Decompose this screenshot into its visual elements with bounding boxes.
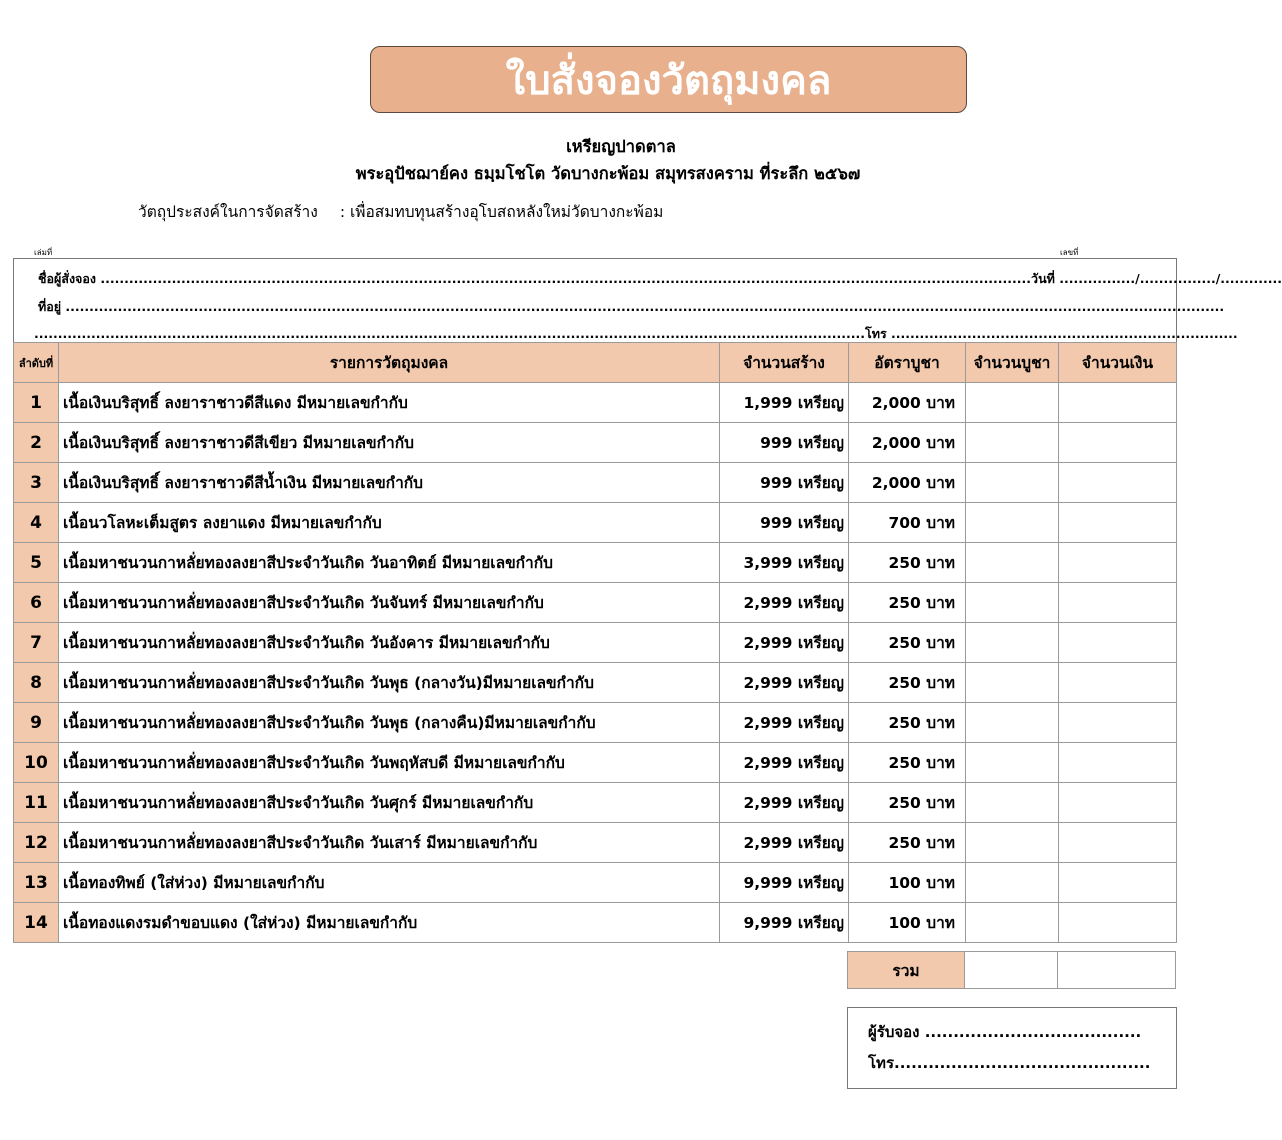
row-amount-cell[interactable] (1059, 503, 1177, 543)
purpose-text: : เพื่อสมทบทุนสร้างอุโบสถหลังใหม่วัดบางกะพ้อม (339, 203, 664, 221)
row-item-name: เนื้อทองทิพย์ (ใส่ห่วง) มีหมายเลขกำกับ (59, 863, 720, 903)
row-number: 3 (14, 463, 59, 503)
row-order-quantity-cell[interactable] (966, 463, 1059, 503)
row-order-quantity-cell[interactable] (966, 703, 1059, 743)
subtitle: เหรียญปาดตาล (566, 137, 676, 156)
row-item-name: เนื้อมหาชนวนกาหลั่ยทองลงยาสีประจำวันเกิด วันจันทร์ มีหมายเลขกำกับ (59, 583, 720, 623)
row-order-quantity-cell[interactable] (966, 823, 1059, 863)
customer-address-line[interactable]: ที่อยู่ .................................................................................................................................................................................................................................................... (38, 299, 1225, 314)
row-number: 1 (14, 383, 59, 423)
row-price: 250 บาท (849, 663, 966, 703)
form-number-label: เลขที่ (1060, 248, 1079, 257)
table-row (14, 543, 1177, 583)
header-order-quantity: จำนวนบูชา (966, 343, 1059, 383)
table-row (14, 863, 1177, 903)
purpose-label: วัตถุประสงค์ในการจัดสร้าง (138, 203, 318, 221)
row-number: 2 (14, 423, 59, 463)
row-amount-cell[interactable] (1059, 463, 1177, 503)
table-row (14, 383, 1177, 423)
row-price: 250 บาท (849, 783, 966, 823)
row-amount-cell[interactable] (1059, 383, 1177, 423)
header-number: ลำดับที่ (14, 343, 59, 383)
table-row (14, 623, 1177, 663)
receiver-box (847, 1007, 1177, 1089)
book-number-label: เล่มที่ (34, 248, 53, 257)
row-amount-cell[interactable] (1059, 623, 1177, 663)
row-order-quantity-cell[interactable] (966, 663, 1059, 703)
row-quantity: 2,999 เหรียญ (720, 623, 849, 663)
receiver-name-line[interactable]: ผู้รับจอง ...................................... (868, 1023, 1142, 1041)
row-item-name: เนื้อนวโลหะเต็มสูตร ลงยาแดง มีหมายเลขกำกับ (59, 503, 720, 543)
row-quantity: 2,999 เหรียญ (720, 583, 849, 623)
header-quantity: จำนวนสร้าง (720, 343, 849, 383)
subtitle-temple: พระอุปัชฌาย์คง ธมฺมโชโต วัดบางกะพ้อม สมุทรสงคราม ที่ระลึก ๒๕๖๗ (355, 164, 861, 183)
row-number: 7 (14, 623, 59, 663)
row-item-name: เนื้อเงินบริสุทธิ์ ลงยาราชาวดีสีแดง มีหมายเลขกำกับ (59, 383, 720, 423)
row-order-quantity-cell[interactable] (966, 383, 1059, 423)
row-number: 6 (14, 583, 59, 623)
row-amount-cell[interactable] (1059, 783, 1177, 823)
row-quantity: 2,999 เหรียญ (720, 703, 849, 743)
row-price: 100 บาท (849, 903, 966, 943)
row-price: 2,000 บาท (849, 463, 966, 503)
row-amount-cell[interactable] (1059, 903, 1177, 943)
header-item: รายการวัตถุมงคล (59, 343, 720, 383)
row-price: 250 บาท (849, 743, 966, 783)
row-item-name: เนื้อมหาชนวนกาหลั่ยทองลงยาสีประจำวันเกิด วันอาทิตย์ มีหมายเลขกำกับ (59, 543, 720, 583)
customer-info-box (13, 258, 1282, 343)
row-number: 10 (14, 743, 59, 783)
row-quantity: 2,999 เหรียญ (720, 663, 849, 703)
row-amount-cell[interactable] (1059, 703, 1177, 743)
purpose-row (138, 199, 663, 224)
row-number: 4 (14, 503, 59, 543)
total-amount-cell[interactable] (1058, 952, 1176, 989)
row-item-name: เนื้อมหาชนวนกาหลั่ยทองลงยาสีประจำวันเกิด วันศุกร์ มีหมายเลขกำกับ (59, 783, 720, 823)
receiver-phone-line[interactable]: โทร............................................. (868, 1054, 1151, 1072)
table-row (14, 743, 1177, 783)
row-number: 11 (14, 783, 59, 823)
table-row (14, 423, 1177, 463)
row-number: 14 (14, 903, 59, 943)
header-amount: จำนวนเงิน (1059, 343, 1177, 383)
row-order-quantity-cell[interactable] (966, 903, 1059, 943)
row-number: 13 (14, 863, 59, 903)
row-item-name: เนื้อเงินบริสุทธิ์ ลงยาราชาวดีสีเขียว มีหมายเลขกำกับ (59, 423, 720, 463)
row-price: 250 บาท (849, 823, 966, 863)
row-quantity: 1,999 เหรียญ (720, 383, 849, 423)
row-amount-cell[interactable] (1059, 743, 1177, 783)
row-quantity: 3,999 เหรียญ (720, 543, 849, 583)
row-item-name: เนื้อมหาชนวนกาหลั่ยทองลงยาสีประจำวันเกิด วันพุธ (กลางวัน)มีหมายเลขกำกับ (59, 663, 720, 703)
row-price: 250 บาท (849, 623, 966, 663)
table-row (14, 703, 1177, 743)
row-order-quantity-cell[interactable] (966, 543, 1059, 583)
row-price: 250 บาท (849, 583, 966, 623)
row-order-quantity-cell[interactable] (966, 863, 1059, 903)
row-item-name: เนื้อเงินบริสุทธิ์ ลงยาราชาวดีสีน้ำเงิน มีหมายเลขกำกับ (59, 463, 720, 503)
row-order-quantity-cell[interactable] (966, 623, 1059, 663)
row-price: 250 บาท (849, 543, 966, 583)
total-table (847, 951, 1176, 989)
table-header-row (14, 343, 1177, 383)
row-amount-cell[interactable] (1059, 583, 1177, 623)
row-amount-cell[interactable] (1059, 863, 1177, 903)
row-quantity: 999 เหรียญ (720, 423, 849, 463)
table-row (14, 783, 1177, 823)
row-number: 8 (14, 663, 59, 703)
total-row (848, 952, 1176, 989)
row-item-name: เนื้อทองแดงรมดำขอบแดง (ใส่ห่วง) มีหมายเลขกำกับ (59, 903, 720, 943)
customer-name-date-line[interactable]: ชื่อผู้สั่งจอง ....................................................................................................................................................................................................วันที่ ................/................/............. (38, 271, 1282, 286)
items-table (13, 342, 1177, 943)
row-quantity: 2,999 เหรียญ (720, 743, 849, 783)
title-banner (370, 46, 967, 113)
row-order-quantity-cell[interactable] (966, 423, 1059, 463)
row-quantity: 2,999 เหรียญ (720, 783, 849, 823)
row-quantity: 999 เหรียญ (720, 463, 849, 503)
customer-phone-line[interactable]: ...............................................................................................................................................................................โทร ......................................................................... (34, 326, 1238, 341)
row-amount-cell[interactable] (1059, 663, 1177, 703)
row-price: 2,000 บาท (849, 423, 966, 463)
row-item-name: เนื้อมหาชนวนกาหลั่ยทองลงยาสีประจำวันเกิด วันพุธ (กลางคืน)มีหมายเลขกำกับ (59, 703, 720, 743)
row-quantity: 9,999 เหรียญ (720, 903, 849, 943)
table-row (14, 823, 1177, 863)
row-quantity: 999 เหรียญ (720, 503, 849, 543)
row-amount-cell[interactable] (1059, 823, 1177, 863)
row-amount-cell[interactable] (1059, 543, 1177, 583)
table-row (14, 463, 1177, 503)
row-price: 250 บาท (849, 703, 966, 743)
row-number: 12 (14, 823, 59, 863)
row-number: 9 (14, 703, 59, 743)
row-quantity: 9,999 เหรียญ (720, 863, 849, 903)
row-price: 700 บาท (849, 503, 966, 543)
row-order-quantity-cell[interactable] (966, 743, 1059, 783)
row-quantity: 2,999 เหรียญ (720, 823, 849, 863)
row-price: 100 บาท (849, 863, 966, 903)
page-title: ใบสั่งจองวัตถุมงคล (505, 57, 832, 104)
row-number: 5 (14, 543, 59, 583)
table-row (14, 503, 1177, 543)
table-row (14, 663, 1177, 703)
total-label: รวม (848, 952, 965, 989)
row-order-quantity-cell[interactable] (966, 503, 1059, 543)
row-item-name: เนื้อมหาชนวนกาหลั่ยทองลงยาสีประจำวันเกิด วันเสาร์ มีหมายเลขกำกับ (59, 823, 720, 863)
row-order-quantity-cell[interactable] (966, 583, 1059, 623)
row-price: 2,000 บาท (849, 383, 966, 423)
row-item-name: เนื้อมหาชนวนกาหลั่ยทองลงยาสีประจำวันเกิด วันพฤหัสบดี มีหมายเลขกำกับ (59, 743, 720, 783)
header-price: อัตราบูชา (849, 343, 966, 383)
row-item-name: เนื้อมหาชนวนกาหลั่ยทองลงยาสีประจำวันเกิด วันอังคาร มีหมายเลขกำกับ (59, 623, 720, 663)
table-row (14, 583, 1177, 623)
row-amount-cell[interactable] (1059, 423, 1177, 463)
table-row (14, 903, 1177, 943)
row-order-quantity-cell[interactable] (966, 783, 1059, 823)
total-quantity-cell[interactable] (965, 952, 1058, 989)
